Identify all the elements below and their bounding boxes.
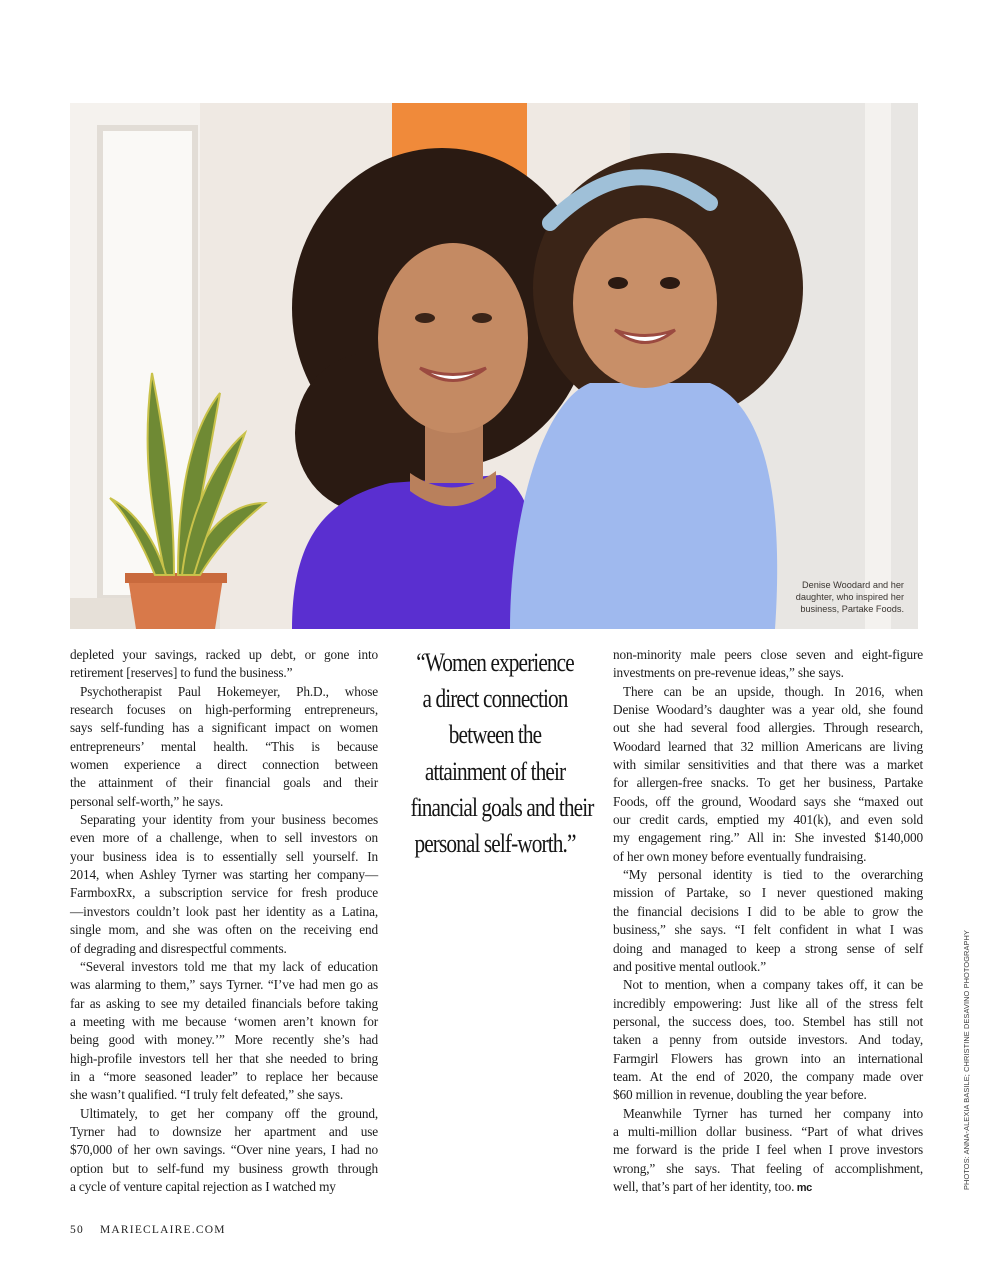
- article-line: wrong,” she says. That feeling of accomplishment,: [613, 1160, 923, 1176]
- article-paragraph: [70, 1105, 378, 1197]
- article-line: non-minority male peers close seven and eight-figure: [613, 647, 923, 662]
- caption-line: daughter, who inspired her: [795, 592, 904, 602]
- article-line: out she had several food allergies. Through research,: [613, 720, 923, 736]
- article-line: me forward is the pride I feel when I prove investors: [613, 1142, 923, 1158]
- caption-line: business, Partake Foods.: [800, 604, 904, 614]
- article-line: was alarming to them,” says Tyrner. “I’ve had men go as: [70, 977, 378, 993]
- article-paragraph: [70, 683, 378, 811]
- article-paragraph: [613, 646, 923, 683]
- article-line: retirement [reserves] to fund the business.”: [70, 665, 293, 681]
- article-line: the attainment of their financial goals and their: [70, 775, 378, 791]
- article-line: personal self-worth,” he says.: [70, 793, 224, 809]
- article-line: single mom, and she was often on the receiving end: [70, 922, 378, 938]
- article-line: —investors couldn’t look past her identity as a Latina,: [70, 903, 378, 919]
- article-line: Separating your identity from your business becomes: [80, 812, 378, 828]
- article-line: says self-funding has a significant impact on women: [70, 720, 378, 736]
- article-line: she wasn’t qualified. “I truly felt defeated,” she says.: [70, 1087, 344, 1103]
- article-line: depleted your savings, racked up debt, or gone into: [70, 647, 378, 662]
- article-paragraph: [70, 958, 378, 1105]
- plant-pot: [128, 578, 223, 629]
- article-line: a multi-million dollar business. “Part of what drives: [613, 1123, 923, 1139]
- article-line: taken a penny from outside investors. And today,: [613, 1032, 923, 1048]
- page-number: 50: [70, 1224, 84, 1236]
- pull-quote-line: personal self-worth.”: [414, 829, 576, 859]
- article-line: Farmgirl Flowers has grown into an international: [613, 1050, 923, 1066]
- article-paragraph: [70, 646, 378, 683]
- article-line: for allergen-free snacks. To get her business, Partake: [613, 775, 923, 791]
- article-line: team. At the end of 2020, the company made over: [613, 1068, 923, 1084]
- article-line: a meeting with me because ‘women aren’t known for: [70, 1013, 378, 1029]
- article-line: far as asking to see my detailed financials before taking: [70, 995, 378, 1011]
- article-line: option but to self-fund my business growth through: [70, 1160, 378, 1176]
- daughter-face: [573, 218, 717, 388]
- article-line: and positive mental outlook.”: [613, 958, 766, 974]
- mother-daughter-illustration: [70, 103, 918, 629]
- article-line: Meanwhile Tyrner has turned her company into: [623, 1105, 923, 1121]
- mother-face: [378, 243, 528, 433]
- article-line: incredibly empowering: Just like all of the stress felt: [613, 995, 923, 1011]
- hero-photo: [70, 103, 918, 629]
- article-paragraph: [613, 976, 923, 1104]
- article-line: personal, the success does, too. Stembel has still not: [613, 1013, 923, 1029]
- end-mark-logo: mc: [794, 1181, 812, 1194]
- pull-quote-line: attainment of their: [424, 756, 566, 786]
- pull-quote-line: “Women experience: [416, 648, 574, 677]
- article-line: of degrading and disrespectful comments.: [70, 940, 287, 956]
- article-line: doing and managed to keep a strong sense of self: [613, 940, 923, 956]
- article-line: Foods, off the ground, Woodard says she “maxed out: [613, 793, 923, 809]
- article-line: your business idea is to essentially sell yourself. In: [70, 848, 378, 864]
- article-line: “My personal identity is tied to the overarching: [623, 867, 923, 883]
- pull-quote-line: between the: [448, 720, 542, 750]
- article-line: FarmboxRx, a subscription service for fresh produce: [70, 885, 378, 901]
- article-line: Not to mention, when a company takes off, it can be: [623, 977, 923, 993]
- caption-line: Denise Woodard and her: [802, 580, 904, 590]
- pull-quote-line: a direct connection: [422, 684, 568, 714]
- article-line: Woodard learned that 32 million Americans are living: [613, 738, 923, 754]
- article-line: entrepreneurs’ mental health. “This is because: [70, 738, 378, 754]
- site-name: MARIECLAIRE.COM: [99, 1224, 226, 1236]
- article-line: in a “more seasoned leader” to replace her because: [70, 1068, 378, 1084]
- article-line: of her own money before eventually fundraising.: [613, 848, 867, 864]
- article-paragraph: [70, 811, 378, 958]
- article-line: Ultimately, to get her company off the ground,: [80, 1105, 378, 1121]
- article-line: business,” she says. “I felt confident in what I was: [613, 922, 923, 938]
- article-line: women experience a direct connection between: [70, 757, 378, 773]
- article-line: Tyrner had to downsize her apartment and use: [70, 1123, 378, 1139]
- article-line: “Several investors told me that my lack of education: [80, 958, 378, 974]
- article-line: a cycle of venture capital rejection as I watched my: [70, 1178, 336, 1194]
- pull-quote-line: financial goals and their: [410, 792, 594, 822]
- pull-quote: [410, 645, 594, 862]
- article-column-right: [613, 646, 923, 1197]
- article-line: There can be an upside, though. In 2016, when: [623, 683, 923, 699]
- article-line: investments on pre-revenue ideas,” she says.: [613, 665, 844, 681]
- article-line: well, that’s part of her identity, too. mc: [613, 1178, 812, 1194]
- article-line: $70,000 of her own savings. “Over nine years, I had no: [70, 1142, 378, 1158]
- article-line: high-profile investors tell her that she needed to bring: [70, 1050, 378, 1066]
- article-line: research focuses on high-performing entrepreneurs,: [70, 702, 378, 718]
- article-paragraph: [613, 683, 923, 866]
- article-line: the financial decisions I did to be able to grow the: [613, 903, 923, 919]
- article-paragraph: [613, 1105, 923, 1198]
- article-line: 2014, when Ashley Tyrner was starting her company—: [70, 867, 378, 883]
- article-line: even more of a challenge, when to sell investors on: [70, 830, 378, 846]
- photo-caption: [754, 579, 904, 615]
- article-line: being good with money.’” More recently she’s had: [70, 1032, 378, 1048]
- article-line: my engagement ring.” All in: She invested $140,000: [613, 830, 923, 846]
- article-line: Psychotherapist Paul Hokemeyer, Ph.D., whose: [80, 683, 378, 699]
- article-column-left: [70, 646, 378, 1196]
- page-footer: [70, 1224, 226, 1236]
- article-line: with similar sensitivities and that there was a market: [613, 757, 923, 773]
- photo-credit: PHOTOS: ANNA-ALEXIA BASILE; CHRISTINE DESAVINO PHOTOGRAPHY: [962, 929, 971, 1190]
- article-line: $60 million in revenue, doubling the year before.: [613, 1087, 867, 1103]
- article-line: Denise Woodard’s daughter was a year old, she found: [613, 702, 923, 718]
- article-line: mission of Partake, so I never questioned making: [613, 885, 923, 901]
- article-line: our credit cards, emptied my 401(k), and even sold: [613, 812, 923, 828]
- article-paragraph: [613, 866, 923, 976]
